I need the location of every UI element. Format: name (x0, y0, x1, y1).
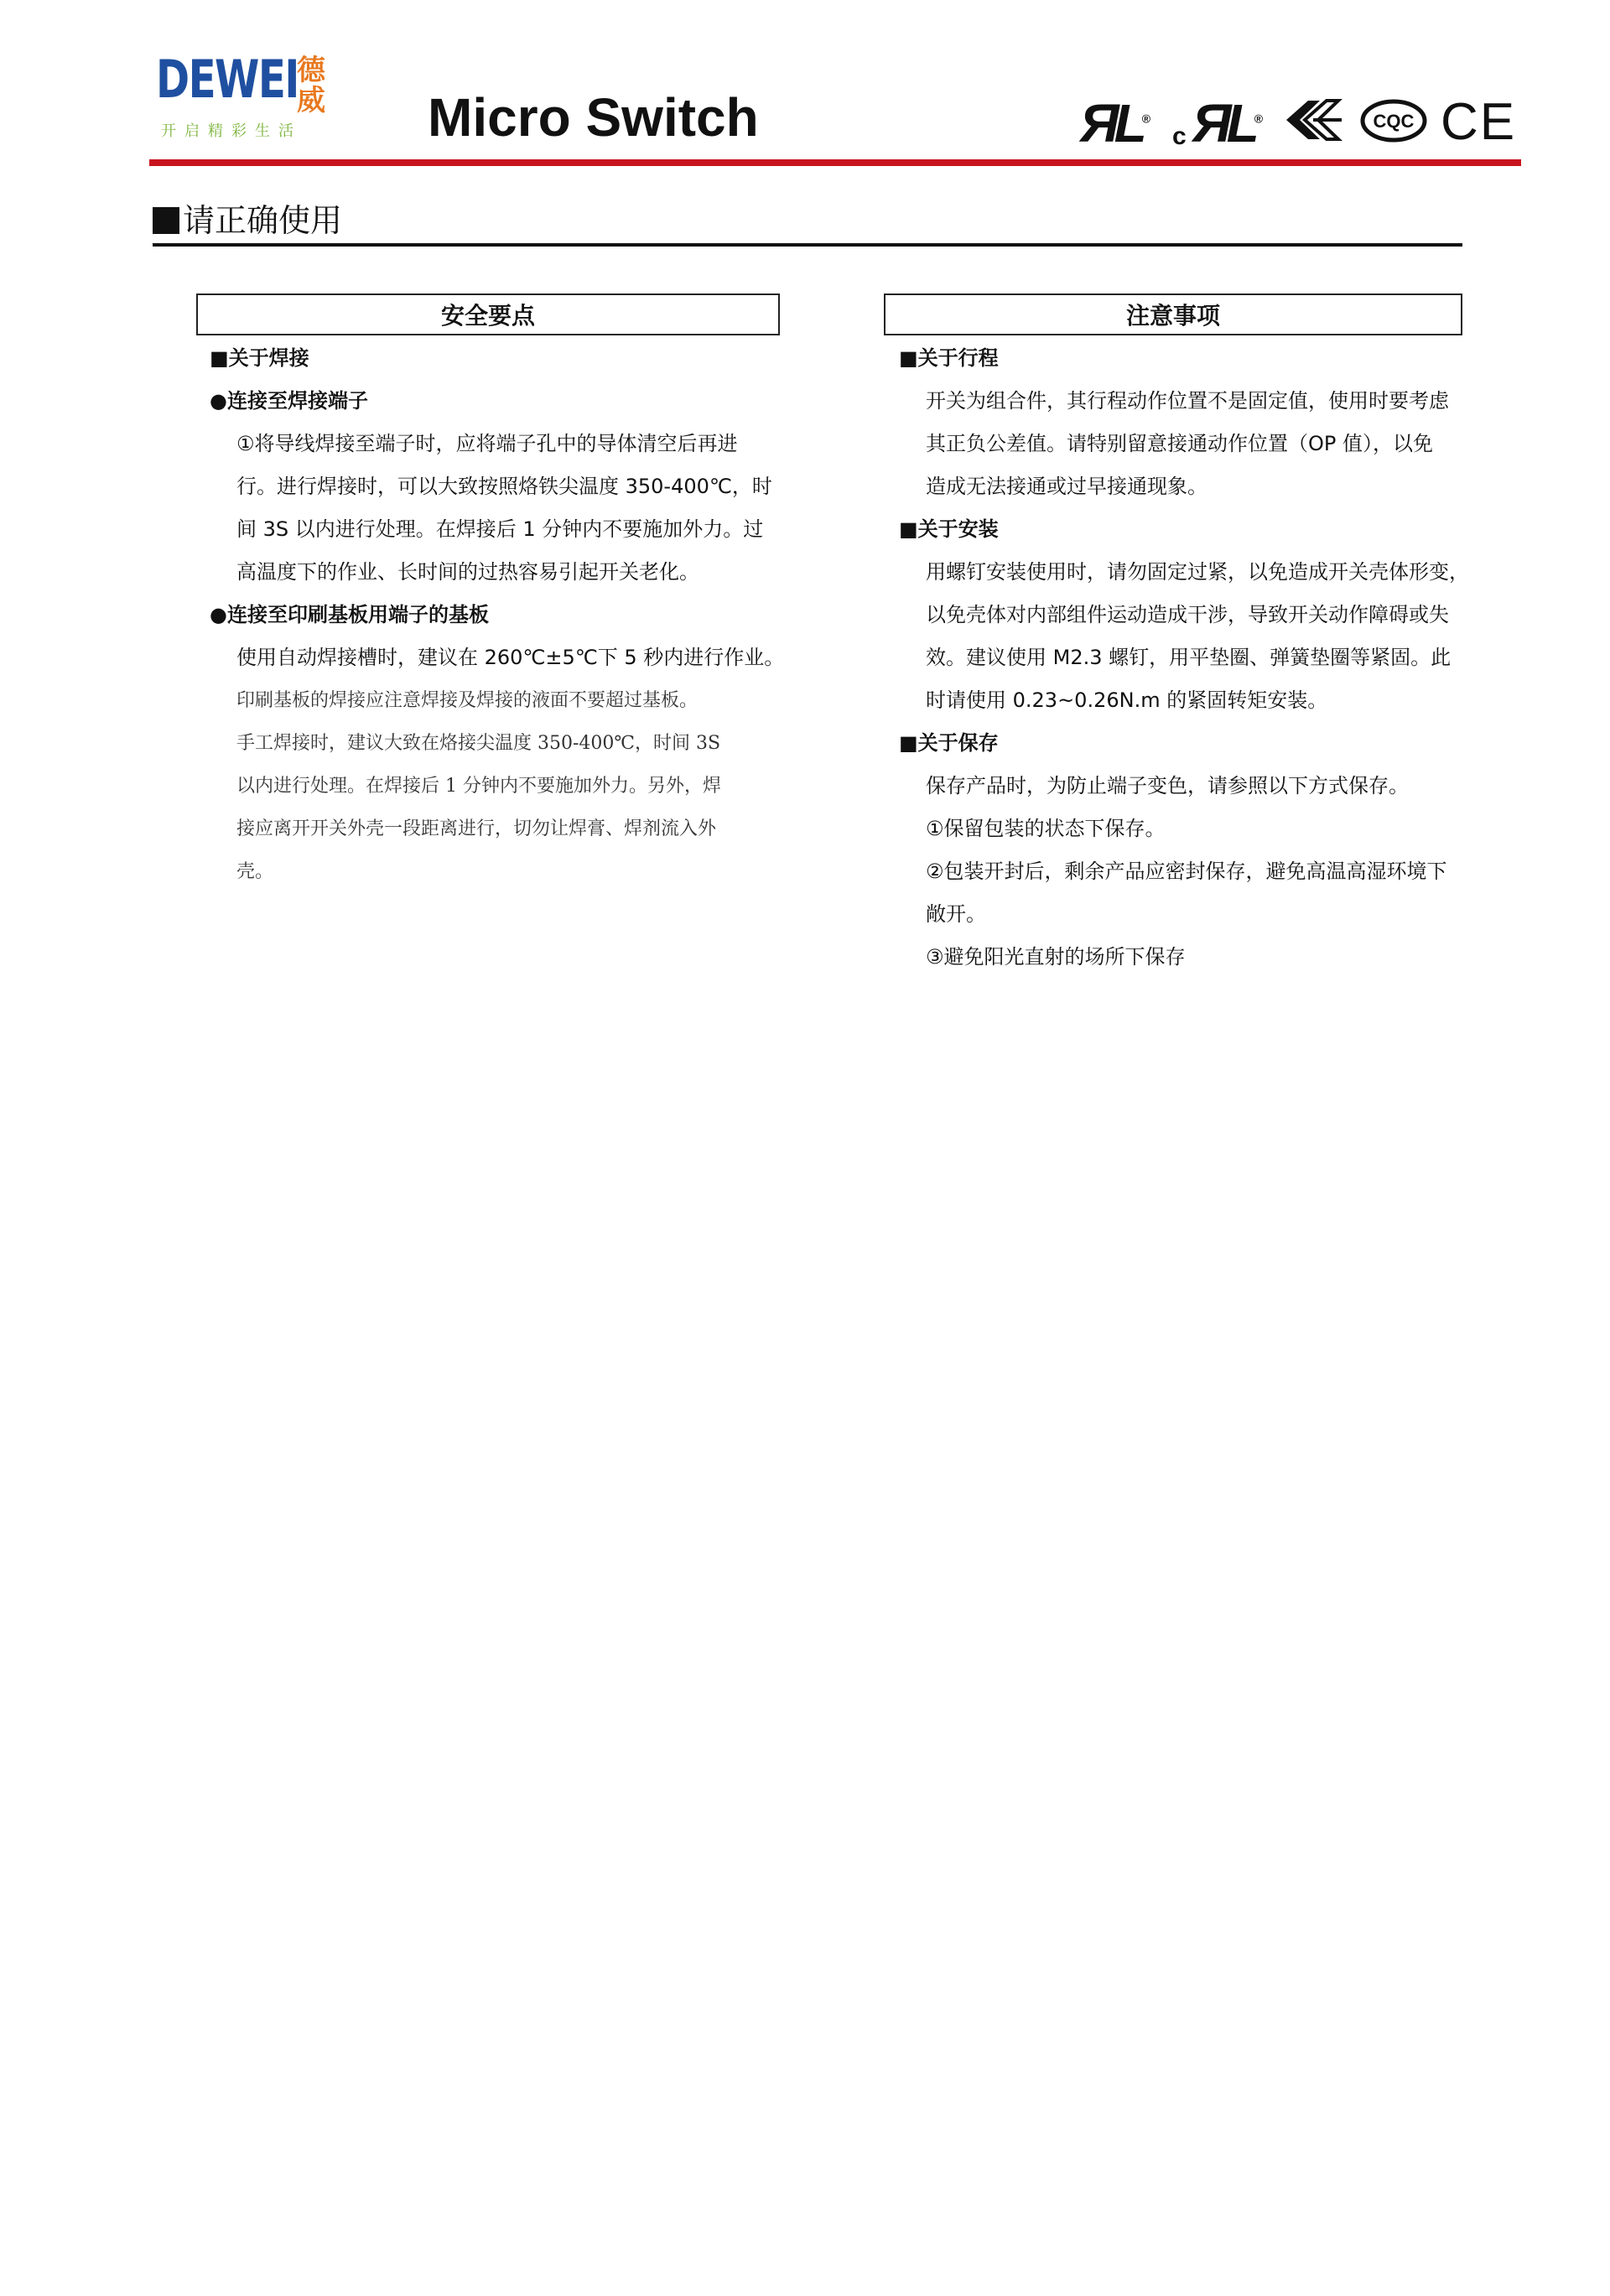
precautions-column (884, 293, 1469, 979)
subsection-heading: ■关于保存 (899, 731, 999, 755)
header-divider (149, 159, 1521, 166)
precautions-body (884, 337, 1469, 979)
section-title-text: 请正确使用 (183, 202, 343, 239)
body-text-line: 开关为组合件，其行程动作位置不是固定值，使用时要考虑 (926, 389, 1449, 413)
body-text-line: 行。进行焊接时，可以大致按照烙铁尖温度 350-400℃，时 (236, 475, 772, 498)
section-title (153, 202, 343, 239)
body-text-line: ②包装开封后，剩余产品应密封保存，避免高温高湿环境下 (926, 860, 1447, 883)
logo-slogan: 开启精彩生活 (161, 122, 302, 140)
body-text-line: 其正负公差值。请特别留意接通动作位置（OP 值），以免 (926, 432, 1433, 455)
body-text-line: 以内进行处理。在焊接后 1 分钟内不要施加外力。另外，焊 (236, 776, 721, 797)
square-bullet-icon (153, 207, 179, 234)
precautions-heading: 注意事项 (884, 293, 1462, 335)
body-text-line: 敞开。 (926, 902, 986, 926)
body-text-line: ①将导线焊接至端子时，应将端子孔中的导体清空后再进 (236, 432, 738, 455)
body-text-line: 效。建议使用 M2.3 螺钉，用平垫圈、弹簧垫圈等紧固。此 (926, 646, 1452, 669)
cul-c-icon: c (1172, 122, 1187, 150)
subsection-heading: ●连接至焊接端子 (210, 389, 368, 413)
ce-mark-icon: CE (1441, 93, 1517, 151)
body-text-line: 使用自动焊接槽时，建议在 260℃±5℃下 5 秒内进行作业。 (236, 646, 785, 669)
safety-points-heading: 安全要点 (196, 293, 780, 335)
body-text-line: 以免壳体对内部组件运动造成干涉，导致开关动作障碍或失 (926, 603, 1449, 626)
logo-chinese-mark: 德威 (297, 54, 325, 117)
subsection-heading: ■关于安装 (899, 517, 999, 541)
body-text-line: 高温度下的作业、长时间的过热容易引起开关老化。 (236, 560, 699, 584)
safety-points-body (196, 337, 785, 893)
safety-points-column (196, 293, 785, 893)
body-text-line: 造成无法接通或过早接通现象。 (926, 475, 1208, 498)
body-text-line: ①保留包装的状态下保存。 (926, 817, 1166, 840)
body-text-line: 保存产品时，为防止端子变色，请参照以下方式保存。 (926, 774, 1409, 797)
document-title: Micro Switch (428, 87, 759, 148)
body-text-line: 壳。 (236, 861, 274, 882)
body-text-line: 间 3S 以内进行处理。在焊接后 1 分钟内不要施加外力。过 (236, 517, 764, 541)
body-text-line: 用螺钉安装使用时，请勿固定过紧，以免造成开关壳体形变， (926, 560, 1469, 584)
ul-mark-icon: ЯL® (1080, 93, 1146, 153)
body-text-line: ③避免阳光直射的场所下保存 (926, 945, 1186, 969)
logo-wordmark: DEWEI (156, 49, 299, 110)
body-text-line: 印刷基板的焊接应注意焊接及焊接的液面不要超过基板。 (236, 690, 699, 711)
subsection-heading: ●连接至印刷基板用端子的基板 (210, 603, 489, 626)
svg-text:CQC: CQC (1373, 111, 1415, 132)
body-text-line: 接应离开开关外壳一段距离进行，切勿让焊膏、焊剂流入外 (236, 818, 717, 839)
body-text-line: 手工焊接时，建议大致在烙接尖温度 350-400℃，时间 3S (236, 733, 721, 754)
company-logo (156, 49, 349, 146)
subsection-heading: ■关于行程 (899, 346, 999, 370)
ek-mark-icon (1283, 97, 1345, 143)
cqc-mark-icon (1360, 99, 1427, 143)
body-text-line: 时请使用 0.23~0.26N.m 的紧固转矩安装。 (926, 688, 1328, 712)
section-divider (153, 243, 1462, 247)
subsection-heading: ■关于焊接 (210, 346, 309, 370)
cul-mark-icon: ЯL® (1192, 93, 1259, 153)
